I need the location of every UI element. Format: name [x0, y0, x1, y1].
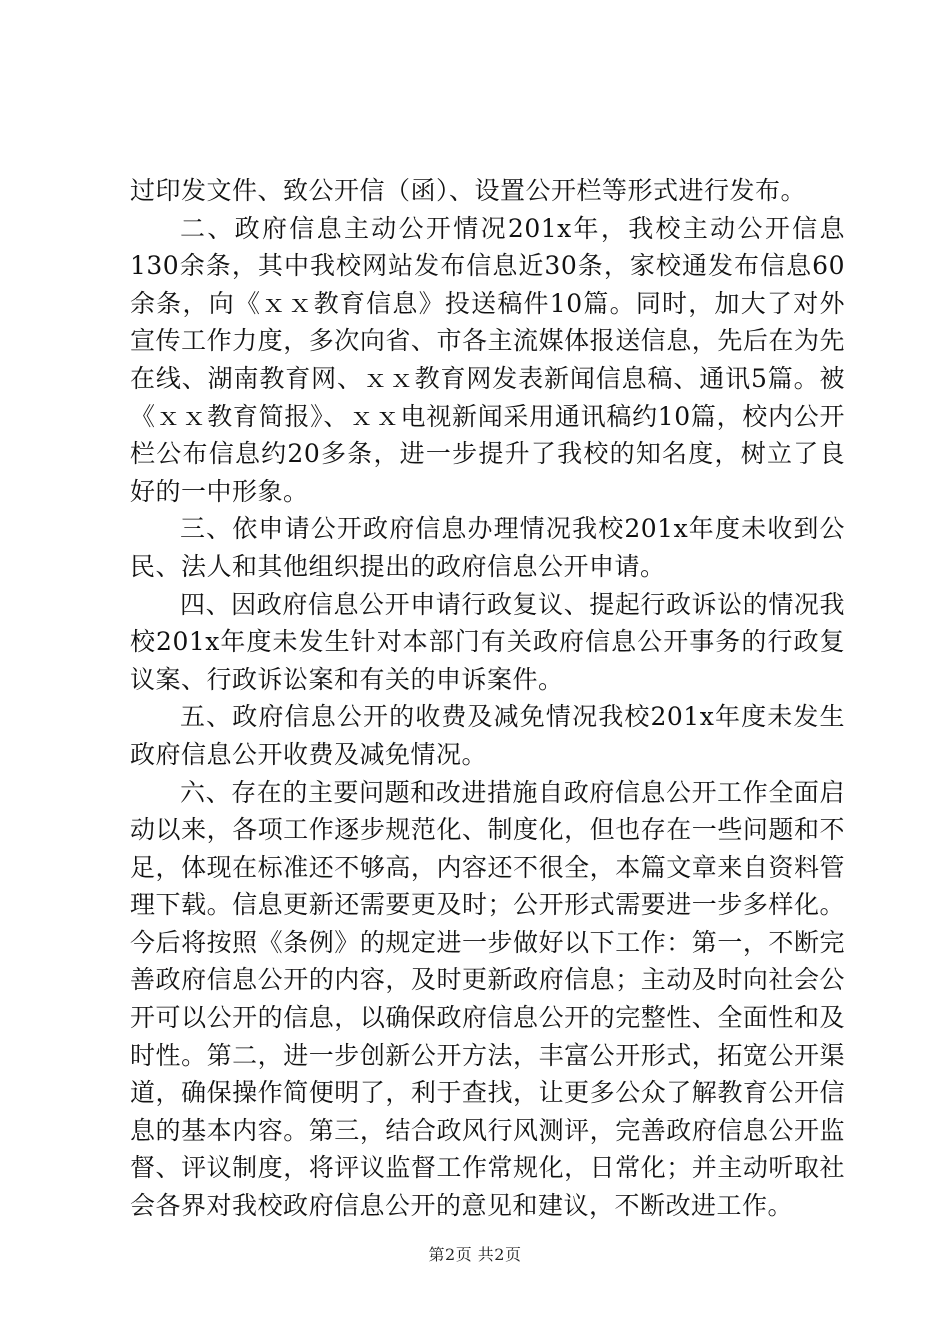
paragraph-section-5: 五、政府信息公开的收费及减免情况我校201x年度未发生政府信息公开收费及减免情况。: [130, 702, 845, 769]
document-body: [130, 172, 845, 1225]
paragraph-continuation: 过印发文件、致公开信（函）、设置公开栏等形式进行发布。: [130, 176, 807, 205]
paragraph-section-4: 四、因政府信息公开申请行政复议、提起行政诉讼的情况我校201x年度未发生针对本部门有关政府信息公开事务的行政复议案、行政诉讼案和有关的申诉案件。: [130, 589, 845, 694]
paragraph-section-3: 三、依申请公开政府信息办理情况我校201x年度未收到公民、法人和其他组织提出的政府信息公开申请。: [130, 514, 845, 581]
paragraph-section-6: 六、存在的主要问题和改进措施自政府信息公开工作全面启动以来，各项工作逐步规范化、制度化，但也存在一些问题和不足，体现在标准还不够高，内容还不很全，本篇文章来自资料管理下载。信息更新还需要更及时；公开形式需要进一步多样化。今后将按照《条例》的规定进一步做好以下工作：第一，不断完善政府信息公开的内容，及时更新政府信息；主动及时向社会公开可以公开的信息，以确保政府信息公开的完整性、全面性和及时性。第二，进一步创新公开方法，丰富公开形式，拓宽公开渠道，确保操作简便明了，利于查找，让更多公众了解教育公开信息的基本内容。第三，结合政风行风测评，完善政府信息公开监督、评议制度，将评议监督工作常规化，日常化；并主动听取社会各界对我校政府信息公开的意见和建议，不断改进工作。: [130, 777, 845, 1221]
page-number-footer: 第2页 共2页: [428, 1245, 522, 1264]
paragraph-section-2: 二、政府信息主动公开情况201x年，我校主动公开信息130余条，其中我校网站发布信息近30条，家校通发布信息60余条，向《ｘｘ教育信息》投送稿件10篇。同时，加大了对外宣传工作力度，多次向省、市各主流媒体报送信息，先后在为先在线、湖南教育网、ｘｘ教育网发表新闻信息稿、通讯5篇。被《ｘｘ教育简报》、ｘｘ电视新闻采用通讯稿约10篇，校内公开栏公布信息约20多条，进一步提升了我校的知名度，树立了良好的一中形象。: [130, 213, 845, 506]
